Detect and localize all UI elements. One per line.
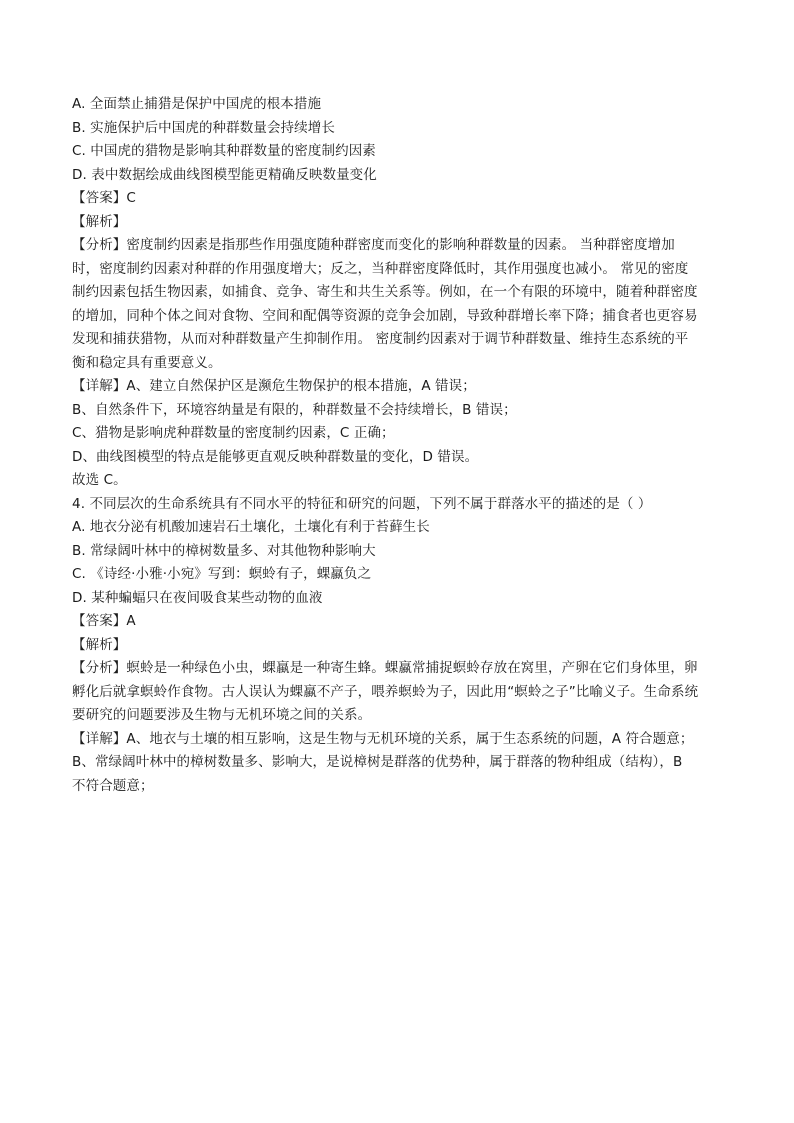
- q3-detail: [72, 375, 720, 493]
- q4-detail-line: 不符合题意；: [72, 777, 154, 794]
- q3-analysis-line: 【分析】密度制约因素是指那些作用强度随种群密度而变化的影响种群数量的因素。 当种群密度增加: [72, 237, 675, 253]
- q3-analysis: [72, 234, 720, 375]
- document-page: [72, 93, 720, 798]
- q4-analysis: [72, 657, 720, 728]
- q3-analysis-line: 制约因素包括生物因素，如捕食、竞争、寄生和共生关系等。例如，在一个有限的环境中，随着种群密度: [72, 284, 698, 300]
- q4-option-c: C. 《诗经·小雅·小宛》写到：螟蛉有子，蜾蠃负之: [72, 566, 372, 582]
- q3-conclusion: 故选 C。: [72, 472, 127, 488]
- q4-stem: 4. 不同层次的生命系统具有不同水平的特征和研究的问题，下列不属于群落水平的描述的是（ ）: [72, 495, 652, 512]
- q4-jiexi-heading: 【解析】: [72, 636, 127, 653]
- q3-analysis-line: 时，密度制约因素对种群的作用强度增大；反之，当种群密度降低时，其作用强度也减小。 常见的密度: [72, 260, 689, 277]
- q4-detail-line: B、常绿阔叶林中的樟树数量多、影响大，是说樟树是群落的优势种，属于群落的物种组成（结构），B: [72, 754, 683, 770]
- q3-jiexi-heading: 【解析】: [72, 213, 127, 230]
- q3-option-c: C. 中国虎的猎物是影响其种群数量的密度制约因素: [72, 143, 376, 159]
- q3-detail-line: D、曲线图模型的特点是能够更直观反映种群数量的变化，D 错误。: [72, 448, 479, 465]
- q4-analysis-line: 【分析】螟蛉是一种绿色小虫，蜾蠃是一种寄生蜂。蜾蠃常捕捉螟蛉存放在窝里，产卵在它们身体里，卵: [72, 660, 698, 676]
- q4-option-b: B. 常绿阔叶林中的樟树数量多、对其他物种影响大: [72, 542, 376, 559]
- q3-analysis-line: 衡和稳定具有重要意义。: [72, 354, 222, 371]
- q4-detail-line: 【详解】A、地衣与土壤的相互影响，这是生物与无机环境的关系，属于生态系统的问题，A 符合题意；: [72, 730, 694, 747]
- q4-answer: 【答案】A: [72, 613, 136, 629]
- q3-option-d: D. 表中数据绘成曲线图模型能更精确反映数量变化: [72, 166, 377, 183]
- q3-analysis-line: 发现和捕获猎物，从而对种群数量产生抑制作用。 密度制约因素对于调节种群数量、维持生态系统的平: [72, 331, 689, 347]
- q4-detail: [72, 728, 720, 799]
- q3-analysis-line: 的增加，同种个体之间对食物、空间和配偶等资源的竞争会加剧，导致种群增长率下降；捕食者也更容易: [72, 307, 698, 324]
- q3-detail-line: C、猎物是影响虎种群数量的密度制约因素，C 正确；: [72, 425, 395, 441]
- q3-answer: 【答案】C: [72, 190, 136, 206]
- q3-option-a: A. 全面禁止捕猎是保护中国虎的根本措施: [72, 96, 322, 112]
- q3-option-b: B. 实施保护后中国虎的种群数量会持续增长: [72, 119, 335, 136]
- q4-option-d: D. 某种蝙蝠只在夜间吸食某些动物的血液: [72, 589, 323, 606]
- q4-analysis-line: 要研究的问题要涉及生物与无机环境之间的关系。: [72, 707, 372, 723]
- q3-detail-line: B、自然条件下，环境容纳量是有限的，种群数量不会持续增长，B 错误；: [72, 401, 517, 418]
- q4-option-a: A. 地衣分泌有机酸加速岩石土壤化，土壤化有利于苔藓生长: [72, 519, 430, 535]
- q4-analysis-line: 孵化后就拿螟蛉作食物。古人误认为蜾蠃不产子，喂养螟蛉为子，因此用“螟蛉之子”比喻义子。生命系统: [72, 683, 699, 700]
- q3-detail-line: 【详解】A、建立自然保护区是濒危生物保护的根本措施，A 错误；: [72, 378, 476, 394]
